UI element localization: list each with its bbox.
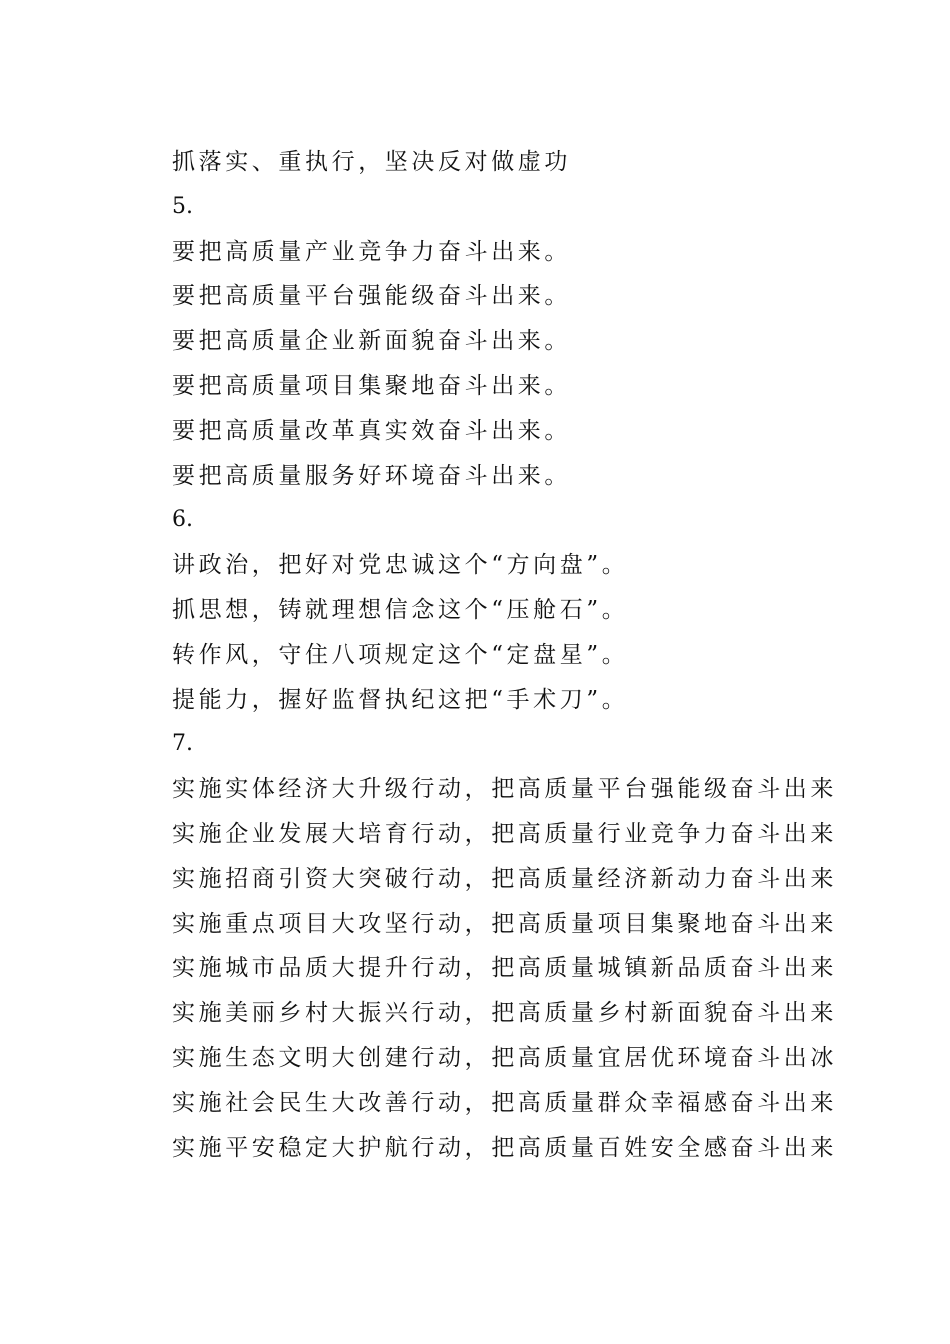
text-line: 要把高质量平台强能级奋斗出来。	[172, 283, 571, 310]
text-line: 提能力，握好监督执纪这把“手术刀”。	[172, 686, 629, 713]
heading-line: 抓落实、重执行，坚决反对做虚功	[172, 149, 571, 175]
text-line: 要把高质量项目集聚地奋斗出来。	[172, 372, 571, 399]
text-line: 实施美丽乡村大振兴行动，把高质量乡村新面貌奋斗出来	[172, 1000, 837, 1027]
text-line: 要把高质量企业新面貌奋斗出来。	[172, 328, 571, 355]
text-line: 实施城市品质大提升行动，把高质量城镇新品质奋斗出来	[172, 955, 837, 982]
text-line: 实施重点项目大攻坚行动，把高质量项目集聚地奋斗出来	[172, 910, 837, 937]
text-line: 转作风，守住八项规定这个“定盘星”。	[172, 641, 629, 668]
text-line: 实施招商引资大突破行动，把高质量经济新动力奋斗出来	[172, 865, 837, 892]
text-line: 抓思想，铸就理想信念这个“压舱石”。	[172, 596, 629, 623]
text-line: 实施生态文明大创建行动，把高质量宜居优环境奋斗出冰	[172, 1044, 837, 1071]
text-line: 讲政治，把好对党忠诚这个“方向盘”。	[172, 552, 629, 579]
section-number: 5.	[172, 193, 193, 219]
text-line: 要把高质量服务好环境奋斗出来。	[172, 462, 571, 489]
section-number: 6.	[172, 507, 193, 533]
document-body	[172, 140, 837, 1170]
text-line: 实施实体经济大升级行动，把高质量平台强能级奋斗出来	[172, 776, 837, 803]
text-line: 实施平安稳定大护航行动，把高质量百姓安全感奋斗出来	[172, 1134, 837, 1161]
section-number: 7.	[172, 731, 193, 757]
text-line: 要把高质量改革真实效奋斗出来。	[172, 417, 571, 444]
text-line: 实施社会民生大改善行动，把高质量群众幸福感奋斗出来	[172, 1089, 837, 1116]
text-line: 要把高质量产业竞争力奋斗出来。	[172, 238, 571, 265]
text-line: 实施企业发展大培育行动，把高质量行业竞争力奋斗出来	[172, 820, 837, 847]
